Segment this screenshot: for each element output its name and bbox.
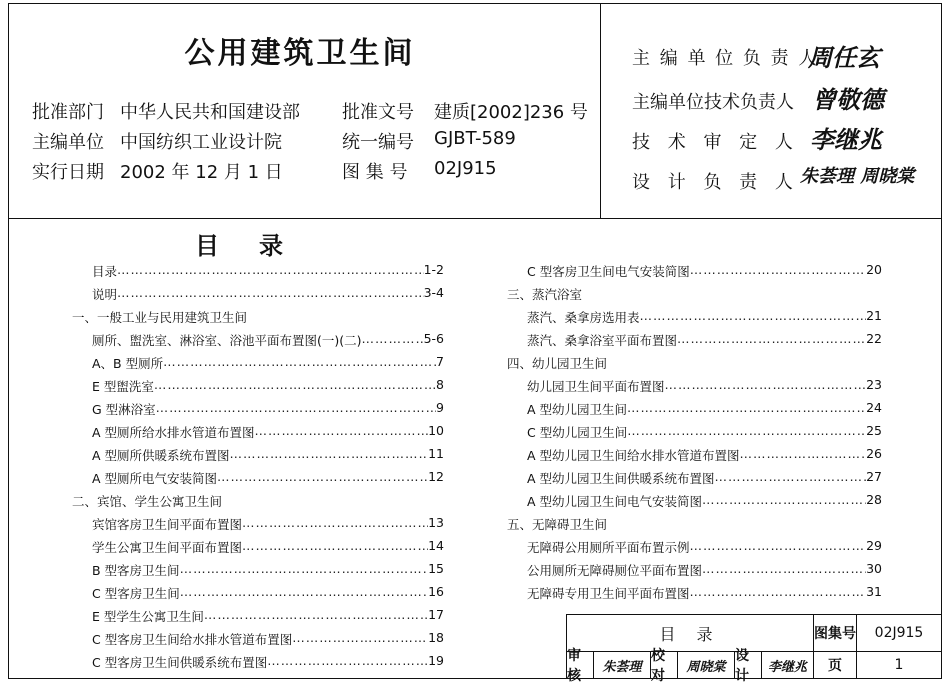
atlas-no-label: 图 集 号: [342, 162, 408, 183]
toc-item[interactable]: A 型厕所电气安装简图 ……………………………………………………………………………………………………………… 12: [92, 469, 444, 487]
toc-item[interactable]: C 型客房卫生间 ……………………………………………………………………………………………………………… 16: [92, 584, 444, 602]
header-bottom-line: [8, 218, 942, 219]
page-label: 页: [813, 651, 857, 679]
unified-no-label: 统一编号: [342, 132, 414, 153]
header-divider: [600, 3, 601, 219]
toc-item[interactable]: A 型幼儿园卫生间 ……………………………………………………………………………………………………………… 24: [527, 400, 882, 418]
approval-dept-label: 批准部门: [32, 102, 104, 123]
toc-item[interactable]: 宾馆客房卫生间平面布置图 ……………………………………………………………………………………………………………… 13: [92, 515, 444, 533]
toc-item[interactable]: A 型厕所给水排水管道布置图 ……………………………………………………………………………………………………………… 10: [92, 423, 444, 441]
title-block-name: 目 录: [566, 614, 814, 652]
toc-item[interactable]: A 型厕所供暖系统布置图 ……………………………………………………………………………………………………………… 11: [92, 446, 444, 464]
signature-design-lead: 朱荟理 周晓棠: [800, 166, 915, 187]
resp-chief-unit: [632, 44, 818, 70]
atlas-no-value: 02J915: [434, 158, 497, 179]
editor-value: 中国纺织工业设计院: [120, 132, 282, 153]
signature-chief-unit: 周任玄: [808, 43, 880, 72]
atlas-title: 公用建筑卫生间: [184, 36, 416, 71]
toc-item[interactable]: C 型幼儿园卫生间 ……………………………………………………………………………………………………………… 25: [527, 423, 882, 441]
toc-item[interactable]: A、B 型厕所 ……………………………………………………………………………………………………………… 7: [92, 354, 444, 372]
toc-item[interactable]: G 型淋浴室 ……………………………………………………………………………………………………………… 9: [92, 400, 444, 418]
signature-tech-chief: 曾敬德: [812, 85, 884, 114]
toc-item[interactable]: 厕所、盥洗室、淋浴室、浴池平面布置图(一)(二) ……………………………………………………………………………………………………………… 5-6: [92, 331, 444, 349]
resp-tech-chief: [632, 88, 794, 114]
atlas-no-cell: 02J915: [856, 614, 942, 652]
check-signature: 周晓棠: [677, 651, 735, 679]
toc-title: 目录: [195, 232, 323, 260]
toc-item[interactable]: 幼儿园卫生间平面布置图 ……………………………………………………………………………………………………………… 23: [527, 377, 882, 395]
design-signature: 李继兆: [761, 651, 814, 679]
page-no: 1: [856, 651, 942, 679]
resp-role: 主编单位技术负责人: [632, 92, 794, 113]
toc-item[interactable]: C 型客房卫生间电气安装简图 ……………………………………………………………………………………………………………… 20: [527, 262, 882, 280]
toc-item[interactable]: 说明 ……………………………………………………………………………………………………………… 3-4: [92, 285, 444, 303]
unified-no-value: GJBT-589: [434, 128, 516, 149]
editor-label: 主编单位: [32, 132, 104, 153]
resp-role: 技 术 审 定 人: [632, 132, 799, 153]
toc-item[interactable]: 蒸汽、桑拿房选用表 ……………………………………………………………………………………………………………… 21: [527, 308, 882, 326]
resp-role: 主 编 单 位 负 责 人: [632, 48, 819, 69]
title-block: [566, 614, 942, 684]
toc-item[interactable]: 蒸汽、桑拿浴室平面布置图 ……………………………………………………………………………………………………………… 22: [527, 331, 882, 349]
toc-item[interactable]: E 型学生公寓卫生间 ……………………………………………………………………………………………………………… 17: [92, 607, 444, 625]
toc-section: 五、无障碍卫生间: [507, 517, 608, 532]
toc-item[interactable]: A 型幼儿园卫生间供暖系统布置图 ……………………………………………………………………………………………………………… 27: [527, 469, 882, 487]
toc-section: 四、幼儿园卫生间: [507, 356, 608, 371]
toc-section: 一、一般工业与民用建筑卫生间: [72, 310, 248, 325]
atlas-no-label-cell: 图集号: [813, 614, 857, 652]
review-label: 审核: [566, 651, 594, 679]
toc-item[interactable]: 学生公寓卫生间平面布置图 ……………………………………………………………………………………………………………… 14: [92, 538, 444, 556]
toc-item[interactable]: A 型幼儿园卫生间电气安装简图 ……………………………………………………………………………………………………………… 28: [527, 492, 882, 510]
toc-item[interactable]: 无障碍专用卫生间平面布置图 ……………………………………………………………………………………………………………… 31: [527, 584, 882, 602]
resp-design-lead: [632, 168, 799, 194]
approval-no-value: 建质[2002]236 号: [434, 102, 588, 123]
toc-item[interactable]: 无障碍公用厕所平面布置示例 ……………………………………………………………………………………………………………… 29: [527, 538, 882, 556]
toc-item[interactable]: E 型盥洗室 ……………………………………………………………………………………………………………… 8: [92, 377, 444, 395]
design-label: 设计: [734, 651, 762, 679]
toc-item[interactable]: 目录 ……………………………………………………………………………………………………………… 1-2: [92, 262, 444, 280]
approval-dept-value: 中华人民共和国建设部: [120, 102, 300, 123]
toc-section: 二、宾馆、学生公寓卫生间: [72, 494, 223, 509]
toc-item[interactable]: 公用厕所无障碍厕位平面布置图 ……………………………………………………………………………………………………………… 30: [527, 561, 882, 579]
check-label: 校对: [650, 651, 678, 679]
review-signature: 朱荟理: [593, 651, 651, 679]
resp-role: 设 计 负 责 人: [632, 172, 799, 193]
toc-item[interactable]: B 型客房卫生间 ……………………………………………………………………………………………………………… 15: [92, 561, 444, 579]
date-label: 实行日期: [32, 162, 104, 183]
approval-no-label: 批准文号: [342, 102, 414, 123]
resp-tech-review: [632, 128, 799, 154]
signature-tech-review: 李继兆: [810, 125, 882, 154]
toc-item[interactable]: C 型客房卫生间供暖系统布置图 ……………………………………………………………………………………………………………… 19: [92, 653, 444, 671]
toc-section: 三、蒸汽浴室: [507, 287, 583, 302]
toc-item[interactable]: A 型幼儿园卫生间给水排水管道布置图 ……………………………………………………………………………………………………………… 26: [527, 446, 882, 464]
toc-item[interactable]: C 型客房卫生间给水排水管道布置图 ……………………………………………………………………………………………………………… 18: [92, 630, 444, 648]
date-value: 2002 年 12 月 1 日: [120, 162, 283, 183]
